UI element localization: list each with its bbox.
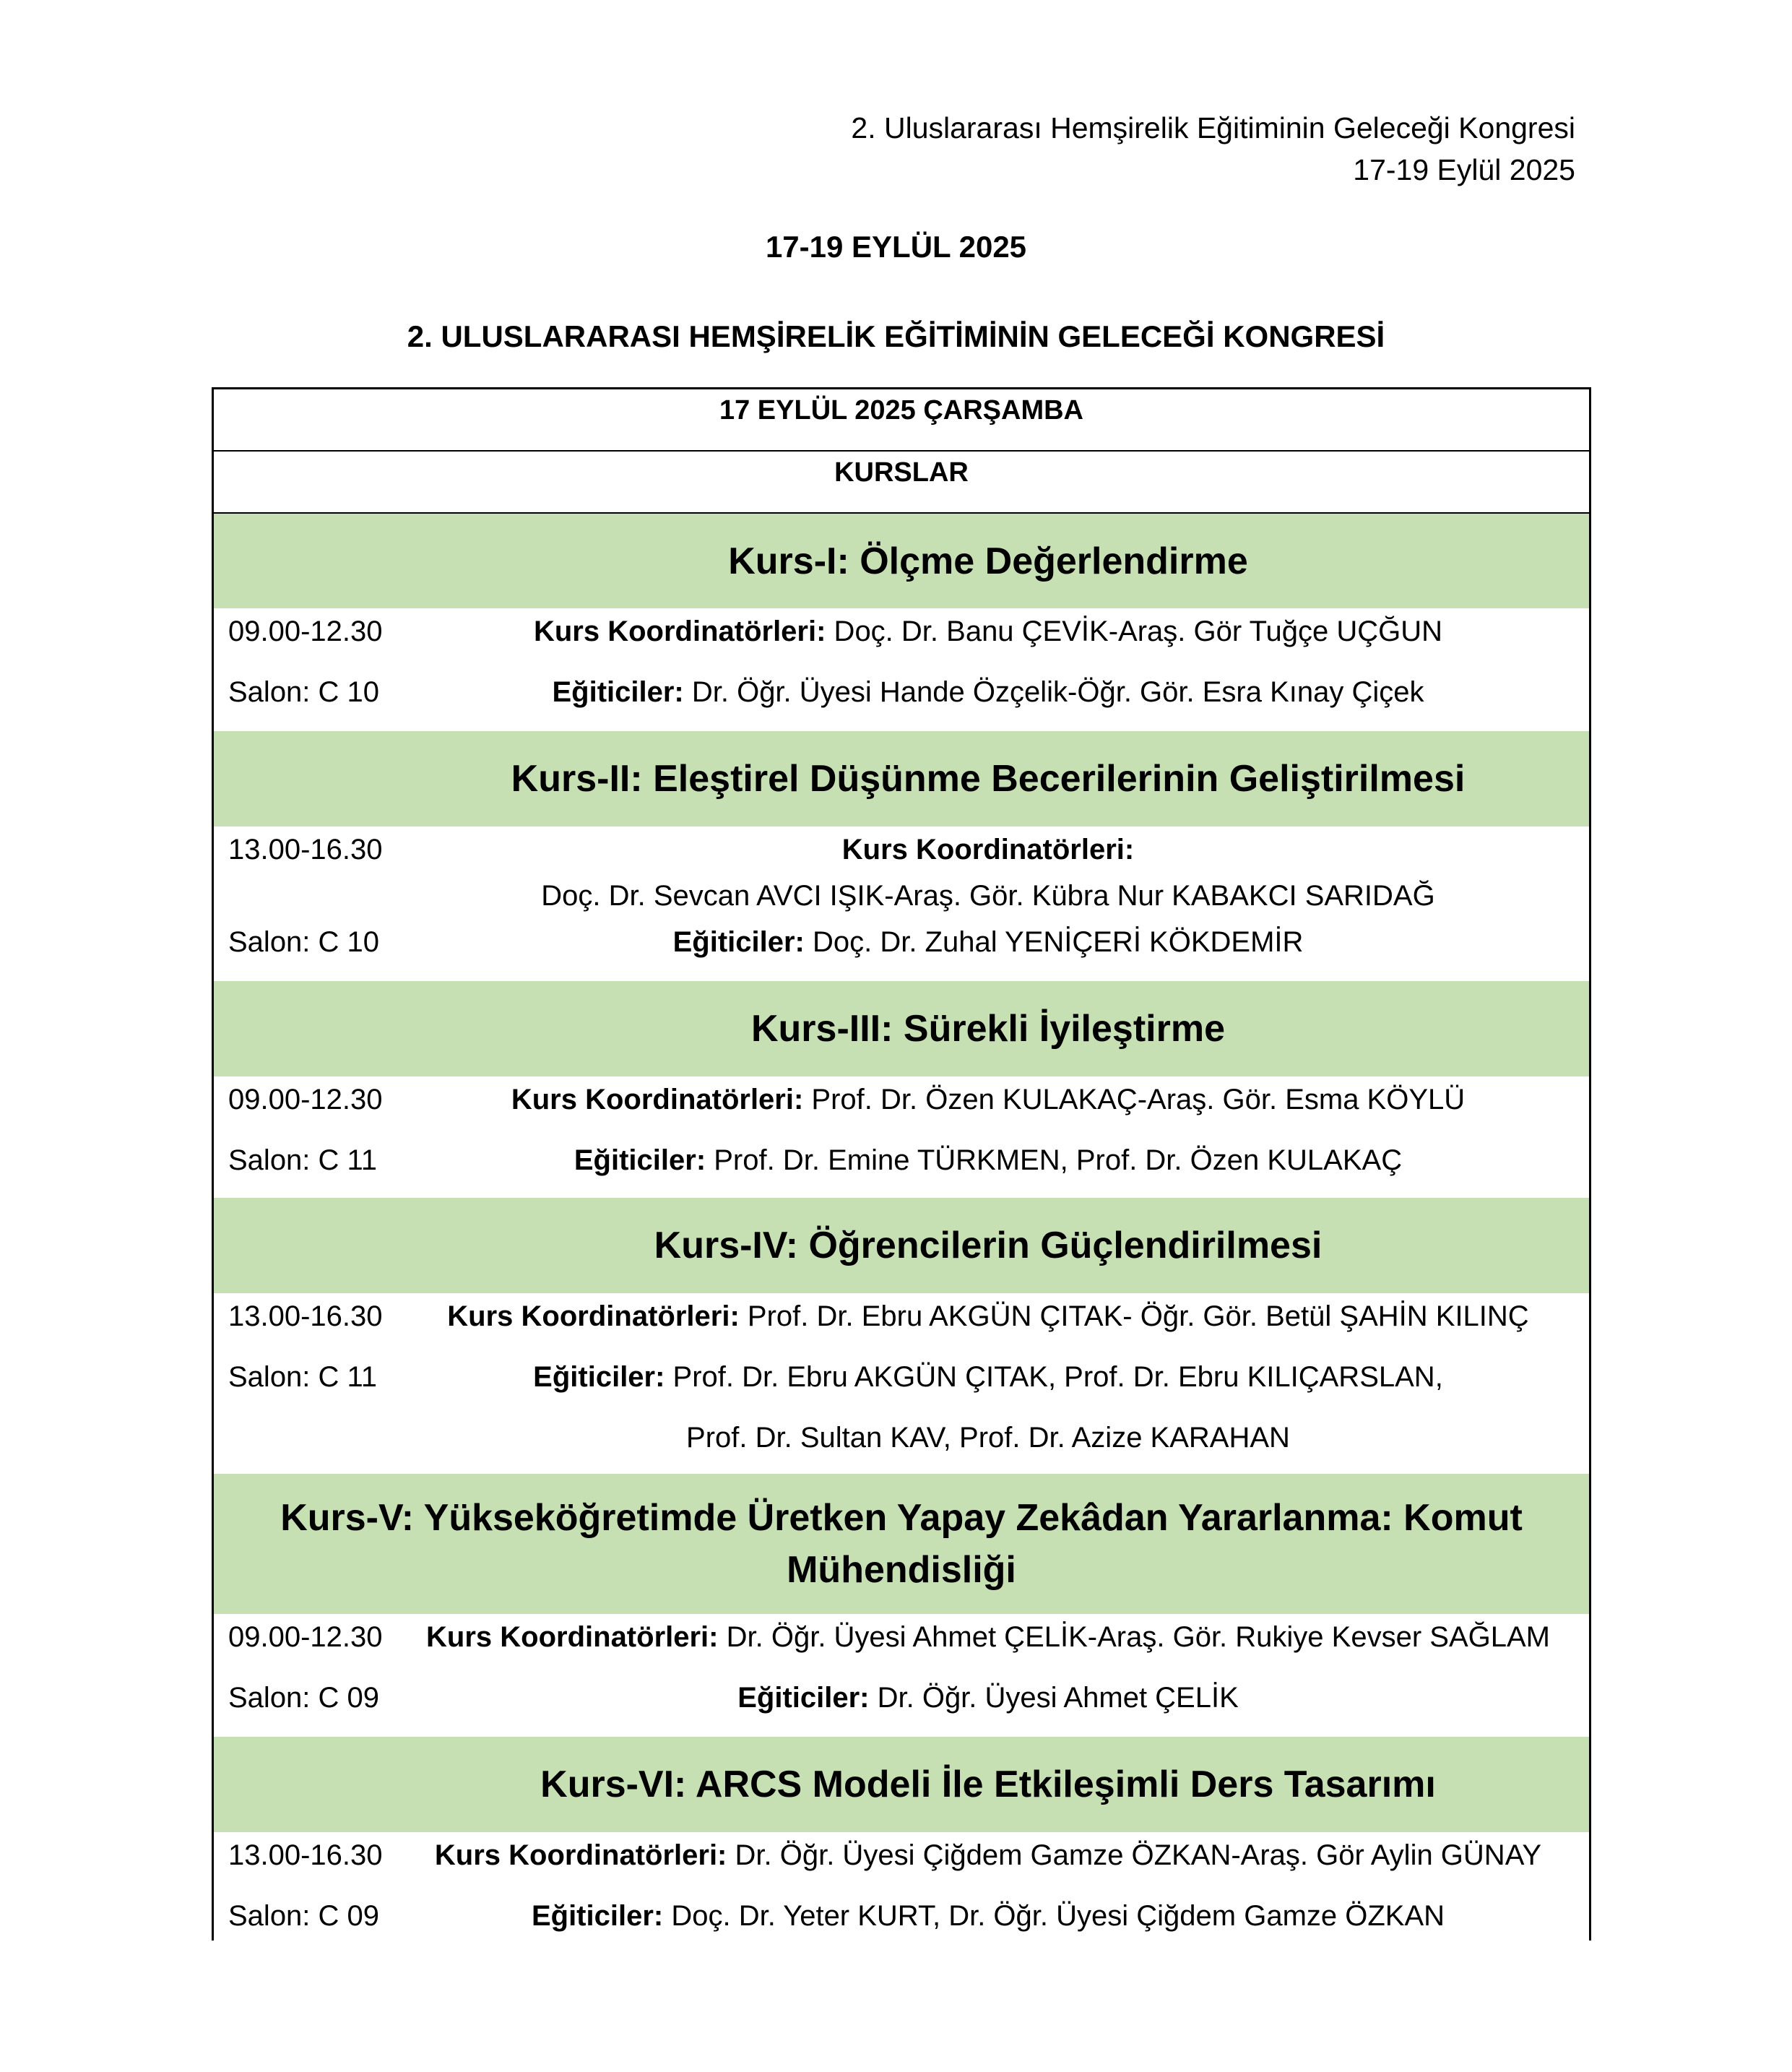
course-title-row — [214, 514, 1589, 608]
course-room: Salon: C 11 — [228, 1144, 378, 1176]
coordinators-line — [214, 1084, 1589, 1116]
course-title-continued: Mühendisliği — [787, 1549, 1016, 1591]
section-label: KURSLAR — [834, 457, 969, 488]
running-header-date: 17-19 Eylül 2025 — [1353, 153, 1575, 186]
day-row — [214, 389, 1589, 452]
course-room: Salon: C 09 — [228, 1900, 380, 1932]
course-details — [214, 826, 1589, 981]
trainers-label: Eğiticiler: — [672, 926, 805, 958]
coordinators-label: Kurs Koordinatörleri: — [447, 1300, 740, 1332]
trainers-names: Doç. Dr. Yeter KURT, Dr. Öğr. Üyesi Çiğdem Gamze ÖZKAN — [663, 1900, 1445, 1932]
course-title: Kurs-II: Eleştirel Düşünme Becerilerinin Geliştirilmesi — [511, 758, 1466, 800]
trainers-line — [214, 926, 1589, 959]
course-time: 09.00-12.30 — [228, 616, 383, 647]
coordinators-names: Prof. Dr. Ebru AKGÜN ÇITAK- Öğr. Gör. Betül ŞAHİN KILINÇ — [739, 1300, 1529, 1332]
running-header-title: 2. Uluslararası Hemşirelik Eğitiminin Geleceği Kongresi — [851, 111, 1575, 144]
trainers-line — [214, 1361, 1589, 1394]
course-details — [214, 1076, 1589, 1198]
coordinators-line — [214, 616, 1589, 648]
course-time: 09.00-12.30 — [228, 1621, 383, 1653]
trainers-label: Eğiticiler: — [573, 1144, 706, 1176]
coordinators-line — [214, 834, 1589, 866]
course-details — [214, 1614, 1589, 1737]
course-title-row — [214, 981, 1589, 1076]
course-time: 09.00-12.30 — [228, 1084, 383, 1115]
course-title: Kurs-VI: ARCS Modeli İle Etkileşimli Ders Tasarımı — [540, 1764, 1436, 1805]
course-title-row — [214, 1737, 1589, 1832]
day-label: 17 EYLÜL 2025 ÇARŞAMBA — [719, 395, 1083, 426]
trainers-label: Eğiticiler: — [552, 676, 684, 708]
coordinators-line — [214, 1839, 1589, 1872]
course-schedule-table — [212, 387, 1591, 1941]
course-room: Salon: C 09 — [228, 1682, 380, 1714]
trainers-line — [214, 1900, 1589, 1933]
coordinators-label: Kurs Koordinatörleri: — [511, 1084, 804, 1115]
trainers-names: Dr. Öğr. Üyesi Ahmet ÇELİK — [869, 1682, 1239, 1714]
course-time: 13.00-16.30 — [228, 1300, 383, 1332]
course-room: Salon: C 10 — [228, 926, 380, 958]
course-title-row — [214, 1198, 1589, 1293]
coordinators-label: Kurs Koordinatörleri: — [426, 1621, 719, 1653]
running-header — [851, 107, 1575, 191]
trainers-line — [214, 1682, 1589, 1714]
course-title: Kurs-V: Yükseköğretimde Üretken Yapay Zekâdan Yararlanma: Komut — [280, 1497, 1523, 1539]
coordinators-names: Dr. Öğr. Üyesi Ahmet ÇELİK-Araş. Gör. Rukiye Kevser SAĞLAM — [718, 1621, 1550, 1653]
course-time: 13.00-16.30 — [228, 1839, 383, 1871]
document-congress-title: 2. ULUSLARARASI HEMŞİRELİK EĞİTİMİNİN GELECEĞİ KONGRESİ — [407, 319, 1385, 353]
trainers-label: Eğiticiler: — [531, 1900, 664, 1932]
course-title-row — [214, 1474, 1589, 1614]
coordinators-line — [214, 1300, 1589, 1333]
coordinators-names: Dr. Öğr. Üyesi Çiğdem Gamze ÖZKAN-Araş. Gör Aylin GÜNAY — [727, 1839, 1542, 1871]
course-title-row — [214, 731, 1589, 826]
coordinators-line — [214, 1621, 1589, 1654]
course-room: Salon: C 11 — [228, 1361, 378, 1393]
course-details — [214, 608, 1589, 731]
coordinators-label: Kurs Koordinatörleri: — [434, 1839, 727, 1871]
coordinators-names: Doç. Dr. Sevcan AVCI IŞIK-Araş. Gör. Kübra Nur KABAKCI SARIDAĞ — [541, 880, 1435, 912]
course-title: Kurs-IV: Öğrencilerin Güçlendirilmesi — [654, 1225, 1323, 1266]
course-title: Kurs-I: Ölçme Değerlendirme — [728, 540, 1248, 582]
coordinators-names: Doç. Dr. Banu ÇEVİK-Araş. Gör Tuğçe UÇĞUN — [826, 616, 1443, 647]
section-row — [214, 452, 1589, 514]
trainers-label: Eğiticiler: — [533, 1361, 665, 1393]
course-details — [214, 1832, 1589, 1948]
trainers-names: Prof. Dr. Emine TÜRKMEN, Prof. Dr. Özen KULAKAÇ — [706, 1144, 1403, 1176]
trainers-names-continued: Prof. Dr. Sultan KAV, Prof. Dr. Azize KARAHAN — [686, 1422, 1290, 1454]
coordinators-names: Prof. Dr. Özen KULAKAÇ-Araş. Gör. Esma KÖYLÜ — [803, 1084, 1466, 1115]
course-details — [214, 1293, 1589, 1474]
trainers-names: Doç. Dr. Zuhal YENİÇERİ KÖKDEMİR — [804, 926, 1304, 958]
trainers-names: Prof. Dr. Ebru AKGÜN ÇITAK, Prof. Dr. Ebru KILIÇARSLAN, — [665, 1361, 1443, 1393]
trainers-label: Eğiticiler: — [737, 1682, 870, 1714]
trainers-line — [214, 676, 1589, 709]
document-date-title: 17-19 EYLÜL 2025 — [765, 230, 1027, 264]
trainers-line — [214, 1144, 1589, 1177]
coordinators-label: Kurs Koordinatörleri: — [841, 834, 1135, 866]
course-title: Kurs-III: Sürekli İyileştirme — [750, 1008, 1226, 1050]
trainers-names: Dr. Öğr. Üyesi Hande Özçelik-Öğr. Gör. Esra Kınay Çiçek — [683, 676, 1424, 708]
coordinators-label: Kurs Koordinatörleri: — [533, 616, 826, 647]
course-time: 13.00-16.30 — [228, 834, 383, 866]
course-room: Salon: C 10 — [228, 676, 380, 708]
